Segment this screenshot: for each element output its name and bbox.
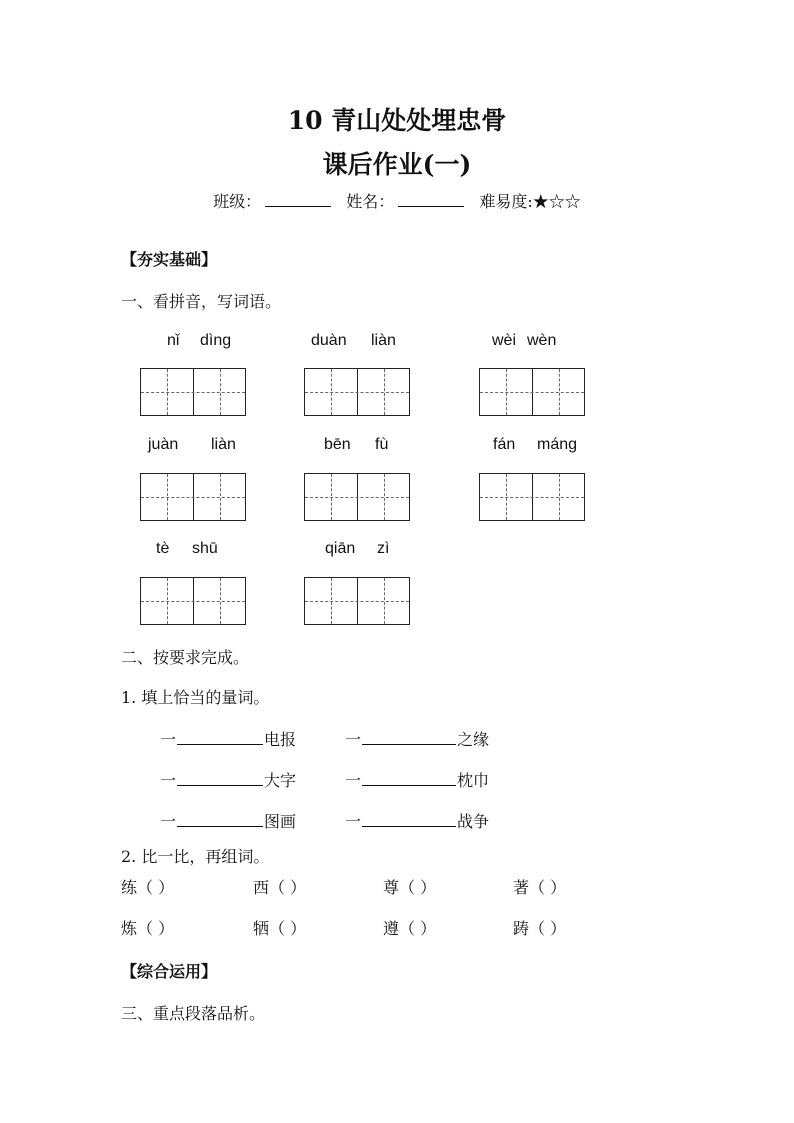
pinyin-1a: nǐ — [167, 332, 180, 349]
compare-blank[interactable]: （ ） — [269, 878, 307, 897]
compare-item — [383, 875, 436, 898]
measure-item-4 — [345, 768, 489, 791]
class-label: 班级： — [213, 192, 262, 211]
compare-blank[interactable]: （ ） — [399, 919, 437, 938]
compare-char: 尊 — [383, 878, 400, 897]
compare-char: 牺 — [253, 919, 270, 938]
measure-prefix: 一 — [345, 771, 362, 790]
writing-grid-7[interactable] — [140, 577, 246, 625]
writing-grid-2[interactable] — [304, 368, 410, 416]
measure-item-1 — [160, 727, 296, 750]
measure-word: 大字 — [264, 771, 297, 790]
writing-grid-3[interactable] — [479, 368, 585, 416]
measure-word: 之缘 — [457, 730, 490, 749]
pinyin-2a: duàn — [311, 332, 347, 349]
compare-char: 遵 — [383, 919, 400, 938]
measure-blank[interactable] — [362, 730, 456, 745]
name-blank[interactable] — [398, 192, 464, 207]
writing-grid-1[interactable] — [140, 368, 246, 416]
measure-blank[interactable] — [177, 730, 263, 745]
question-1-title: 一、看拼音，写词语。 — [121, 292, 282, 311]
class-blank[interactable] — [265, 192, 331, 207]
writing-grid-8[interactable] — [304, 577, 410, 625]
measure-prefix: 一 — [160, 771, 177, 790]
name-label: 姓名： — [346, 192, 395, 211]
difficulty-label: 难易度: — [479, 192, 533, 211]
measure-item-3 — [160, 768, 296, 791]
measure-prefix: 一 — [345, 812, 362, 831]
compare-item — [253, 875, 306, 898]
compare-char: 著 — [513, 878, 530, 897]
measure-blank[interactable] — [177, 771, 263, 786]
compare-char: 炼 — [121, 919, 138, 938]
section-heading-application: 【综合运用】 — [121, 962, 218, 981]
pinyin-5a: bēn — [324, 436, 351, 453]
measure-item-2 — [345, 727, 489, 750]
pinyin-7a: tè — [156, 540, 170, 557]
writing-grid-4[interactable] — [140, 473, 246, 521]
compare-item — [383, 916, 436, 939]
measure-word: 电报 — [264, 730, 297, 749]
page-subtitle: 课后作业(一) — [322, 150, 472, 179]
compare-item — [513, 916, 566, 939]
measure-prefix: 一 — [160, 730, 177, 749]
writing-grid-6[interactable] — [479, 473, 585, 521]
compare-blank[interactable]: （ ） — [529, 919, 567, 938]
compare-item — [121, 875, 174, 898]
compare-blank[interactable]: （ ） — [399, 878, 437, 897]
pinyin-1b: dìng — [200, 332, 232, 349]
pinyin-4a: juàn — [148, 436, 179, 453]
pinyin-4b: liàn — [211, 436, 236, 453]
pinyin-7b: shū — [192, 540, 218, 557]
measure-word: 枕巾 — [457, 771, 490, 790]
compare-blank[interactable]: （ ） — [529, 878, 567, 897]
measure-word: 战争 — [457, 812, 490, 831]
compare-char: 练 — [121, 878, 138, 897]
difficulty-stars: ★☆☆ — [532, 192, 581, 211]
measure-blank[interactable] — [362, 812, 456, 827]
pinyin-6a: fán — [493, 436, 516, 453]
compare-blank[interactable]: （ ） — [269, 919, 307, 938]
compare-item — [253, 916, 306, 939]
student-info-line — [0, 189, 794, 212]
pinyin-5b: fù — [375, 436, 389, 453]
compare-blank[interactable]: （ ） — [137, 878, 175, 897]
measure-item-6 — [345, 809, 489, 832]
question-2-2-title: 2. 比一比，再组词。 — [121, 847, 270, 866]
page-title: 10 青山处处埋忠骨 — [287, 106, 507, 135]
pinyin-3b: wèn — [527, 332, 557, 349]
measure-prefix: 一 — [160, 812, 177, 831]
pinyin-3a: wèi — [492, 332, 517, 349]
section-heading-foundation: 【夯实基础】 — [121, 250, 218, 269]
pinyin-6b: máng — [537, 436, 578, 453]
question-2-title: 二、按要求完成。 — [121, 648, 250, 667]
question-3-title: 三、重点段落品析。 — [121, 1004, 266, 1023]
measure-prefix: 一 — [345, 730, 362, 749]
pinyin-2b: liàn — [371, 332, 396, 349]
compare-char: 西 — [253, 878, 270, 897]
question-2-1-title: 1. 填上恰当的量词。 — [121, 688, 270, 707]
compare-blank[interactable]: （ ） — [137, 919, 175, 938]
pinyin-8b: zì — [377, 540, 390, 557]
compare-item — [121, 916, 174, 939]
compare-item — [513, 875, 566, 898]
pinyin-8a: qiān — [325, 540, 356, 557]
writing-grid-5[interactable] — [304, 473, 410, 521]
measure-word: 图画 — [264, 812, 297, 831]
measure-blank[interactable] — [362, 771, 456, 786]
measure-item-5 — [160, 809, 296, 832]
compare-char: 踌 — [513, 919, 530, 938]
measure-blank[interactable] — [177, 812, 263, 827]
